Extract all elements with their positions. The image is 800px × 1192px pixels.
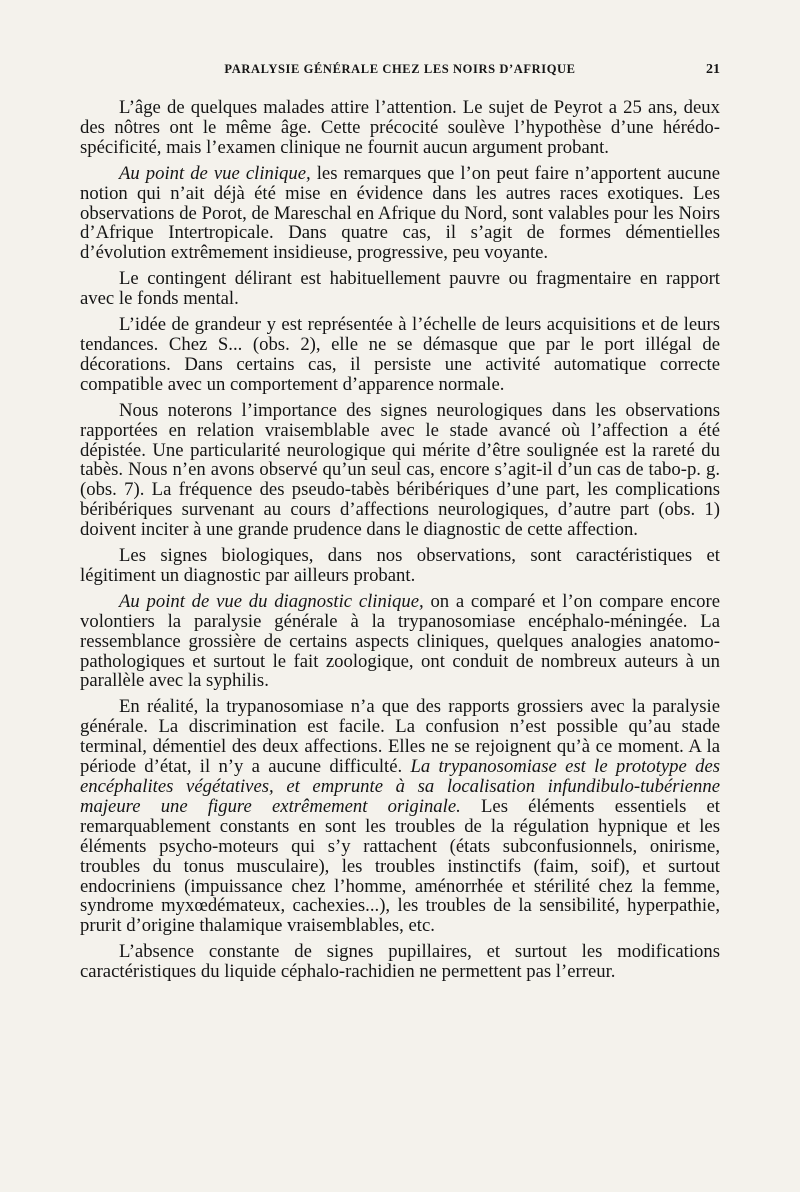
paragraph: [80, 592, 720, 692]
running-header: [80, 62, 720, 82]
paragraph: [80, 942, 720, 982]
paragraph: [80, 401, 720, 540]
paragraph-text-continued: Les éléments essentiels et remarquablement constants en sont les troubles de la régulation hypnique et les éléments psycho-moteurs qui s’y rattachent (états subconfusionnels, onirisme, troubles du tonus musculaire), les troubles instinctifs (faim, soif), et surtout endocriniens (impuissance chez l’homme, aménorrhée et stérilité chez la femme, syndrome myxœdémateux, cachexies...), les troubles de la sensibilité, hyperpathie, prurit d’origine thalamique vraisemblables, etc.: [80, 795, 720, 937]
section-lead: Au point de vue du diagnostic clinique,: [119, 590, 424, 612]
paragraph-text: L’absence constante de signes pupillaires, et surtout les modifications caractéristiques du liquide céphalo-rachidien ne permettent pas l’erreur.: [80, 941, 720, 983]
paragraph-text: Le contingent délirant est habituellement pauvre ou fragmentaire en rapport avec le fonds mental.: [80, 268, 720, 310]
body-text: [80, 98, 720, 988]
paragraph-text: Nous noterons l’importance des signes neurologiques dans les observations rapportées en relation vraisemblable avec le stade avancé où l’affection a été dépistée. Une particularité neurologique qui mérite d’être soulignée est la rareté du tabès. Nous n’en avons observé qu’un seul cas, encore s’agit-il d’un cas de tabo-p. g. (obs. 7). La fréquence des pseudo-tabès béribériques d’une part, les complications béribériques survenant au cours d’affections neurologiques, d’autre part (obs. 1) doivent inciter à une grande prudence dans le diagnostic de cette affection.: [80, 399, 720, 541]
paragraph: [80, 546, 720, 586]
paragraph: [80, 269, 720, 309]
paragraph-text: En réalité, la trypanosomiase n’a que des rapports grossiers avec la paralysie générale. La discrimination est facile. La confusion n’est possible qu’au stade terminal, démentiel des deux affections. Elles ne se rejoignent qu’à ce moment. A la période d’état, il n’y a aucune difficulté.: [80, 696, 720, 778]
section-lead: Au point de vue clinique,: [119, 162, 311, 184]
paragraph: [80, 98, 720, 158]
paragraph-text: on a comparé et l’on compare encore volontiers la paralysie générale à la trypanosomiase encéphalo-méningée. La ressemblance grossière de certains aspects cliniques, quelques analogies anatomo-pathologiques et surtout le fait zoologique, ont conduit de nombreux auteurs à un parallèle avec la syphilis.: [80, 590, 720, 692]
page-number: 21: [706, 62, 720, 77]
paragraph-text: Les signes biologiques, dans nos observations, sont caractéristiques et légitiment un diagnostic par ailleurs probant.: [80, 545, 720, 586]
paragraph: [80, 697, 720, 936]
paragraph-text: les remarques que l’on peut faire n’apportent aucune notion qui n’ait déjà été mise en évidence dans les autres races exotiques. Les observations de Porot, de Mareschal en Afrique du Nord, sont valables pour les Noirs d’Afrique Intertropicale. Dans quatre cas, il s’agit de formes démentielles d’évolution extrêmement insidieuse, progressive, peu voyante.: [80, 162, 720, 264]
emphasized-passage: La trypanosomiase est le prototype des encéphalites végétatives, et emprunte à sa localisation infundibulo-tubérienne majeure une figure extrêmement originale.: [80, 756, 721, 817]
paragraph-text: L’âge de quelques malades attire l’attention. Le sujet de Peyrot a 25 ans, deux des nôtres ont le même âge. Cette précocité soulève l’hypothèse d’une hérédo-spécificité, mais l’examen clinique ne fournit aucun argument probant.: [80, 97, 720, 158]
running-title: PARALYSIE GÉNÉRALE CHEZ LES NOIRS D’AFRIQUE: [224, 62, 576, 76]
paragraph: [80, 164, 720, 264]
paragraph-text: L’idée de grandeur y est représentée à l’échelle de leurs acquisitions et de leurs tendances. Chez S... (obs. 2), elle ne se démasque que par le port illégal de décorations. Dans certains cas, il persiste une activité automatique correcte compatible avec un comportement d’apparence normale.: [80, 314, 720, 395]
paragraph: [80, 315, 720, 395]
